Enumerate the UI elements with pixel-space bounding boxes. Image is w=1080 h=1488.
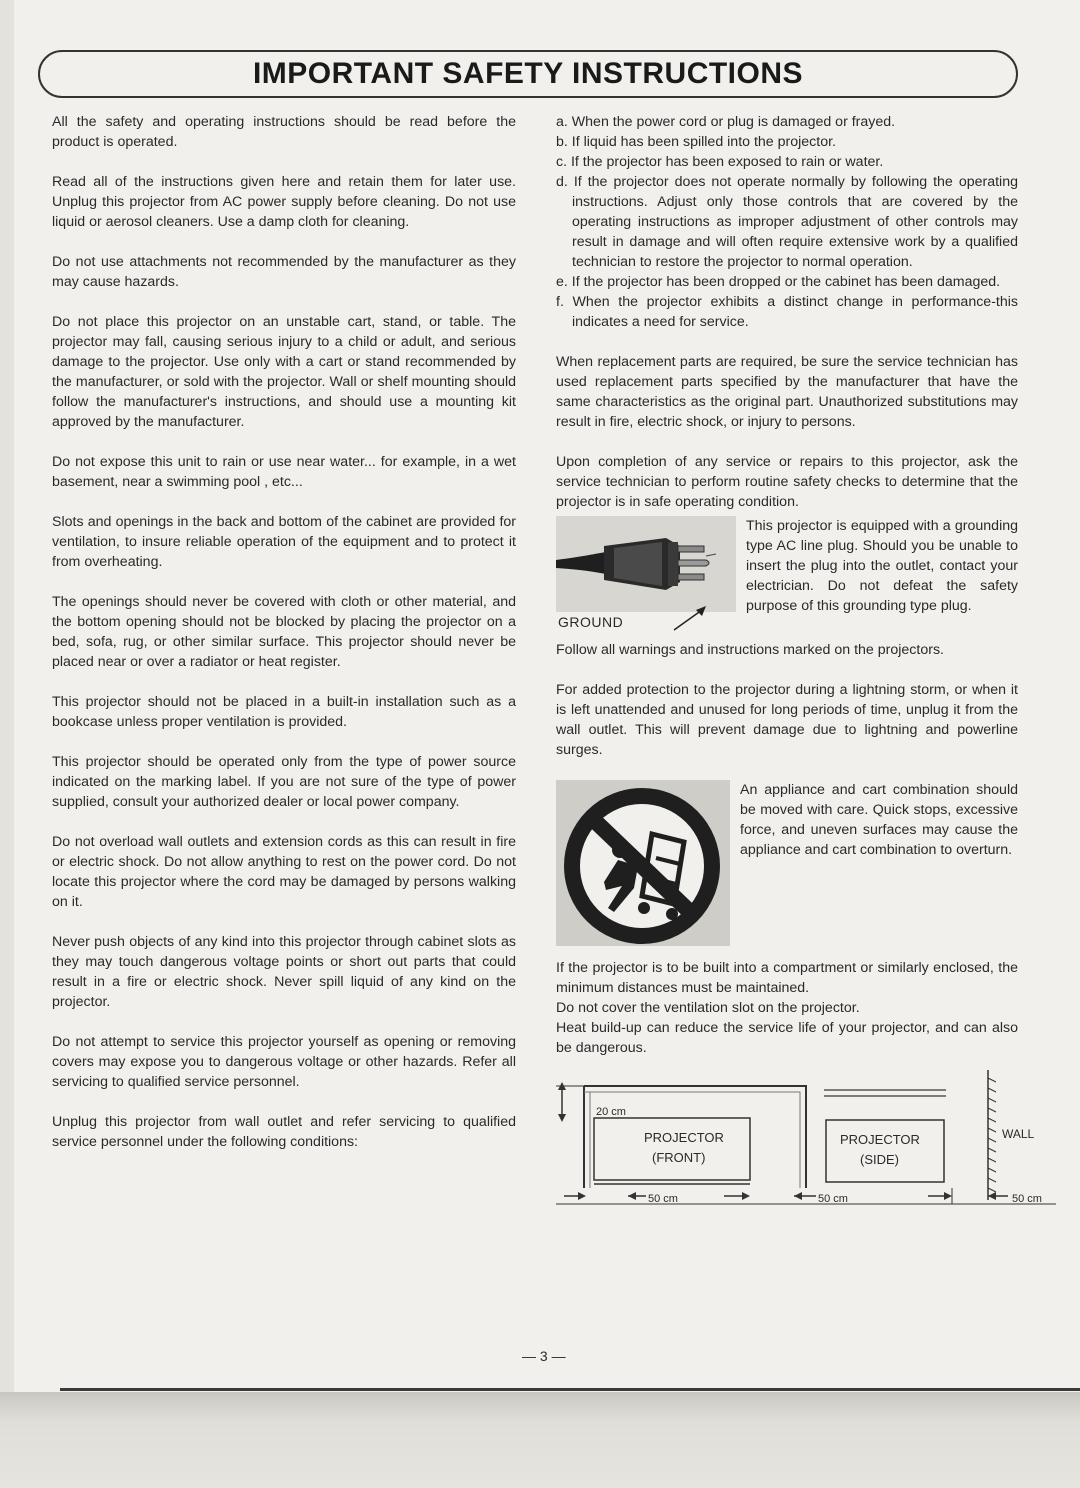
list-item: b. If liquid has been spilled into the projector.: [556, 134, 836, 150]
paragraph: If the projector is to be built into a compartment or similarly enclosed, the minimum distances must be maintained.: [556, 960, 1018, 996]
page-edge-shadow: [0, 1392, 1080, 1488]
clearance-diagram: [556, 1068, 1056, 1218]
paragraph: Never push objects of any kind into this projector through cabinet slots as they may touch dangerous voltage points or short out parts that could result in a fire or electric shock. Never spill liquid of any kind on the projector.: [52, 934, 516, 1010]
paragraph: Follow all warnings and instructions marked on the projectors.: [556, 642, 944, 658]
list-item: d. If the projector does not operate normally by following the operating instructions. Adjust only those controls that are covered by the operating instructions as improper adjustment of other controls may result in damage and will often require extensive work by a qualified technician to restore the projector to normal operation.: [556, 174, 1018, 270]
cart-warning-figure: [556, 780, 730, 946]
left-column: [52, 112, 516, 1172]
bottom-rule: [60, 1388, 1080, 1391]
service-conditions-list: [556, 112, 1018, 332]
cart-section: [556, 780, 1018, 946]
plug-icon: [556, 516, 736, 612]
list-item: f. When the projector exhibits a distinct change in performance-this indicates a need for service.: [556, 294, 1018, 330]
paragraph: This projector should be operated only from the type of power source indicated on the marking label. If you are not sure of the type of power supplied, consult your authorized dealer or local power company.: [52, 754, 516, 810]
paragraph: This projector should not be placed in a built-in installation such as a bookcase unless proper ventilation is provided.: [52, 694, 516, 730]
paragraph: Do not overload wall outlets and extension cords as this can result in fire or electric shock. Do not allow anything to rest on the power cord. Do not locate this projector where the cord may be damaged by persons walking on it.: [52, 834, 516, 910]
grounding-plug-figure: [556, 516, 736, 636]
gap-label: 50 cm: [1012, 1193, 1042, 1205]
title-banner: [38, 50, 1018, 98]
ventilation-section: [556, 958, 1018, 1058]
paragraph: Read all of the instructions given here and retain them for later use. Unplug this projector from AC power supply before cleaning. Do not use liquid or aerosol cleaners. Use a damp cloth for cleaning.: [52, 174, 516, 230]
paragraph: Do not use attachments not recommended by the manufacturer as they may cause hazards.: [52, 254, 516, 290]
no-cart-tip-icon: [556, 780, 730, 946]
page-number: — 3 —: [522, 1348, 566, 1364]
list-item: e. If the projector has been dropped or the cabinet has been damaged.: [556, 274, 1001, 290]
paragraph: All the safety and operating instructions should be read before the product is operated.: [52, 114, 516, 150]
page-title: IMPORTANT SAFETY INSTRUCTIONS: [252, 57, 804, 90]
paragraph: Do not place this projector on an unstable cart, stand, or table. The projector may fall, causing serious injury to a child or adult, and serious damage to the projector. Use only with a cart or stand recommended by the manufacturer, or sold with the projector. Wall or shelf mounting should follow the manufacturer's instructions, and should use a mounting kit approved by the manufacturer.: [52, 314, 516, 430]
paragraph: The openings should never be covered with cloth or other material, and the bottom opening should not be blocked by placing the projector on a bed, sofa, rug, or other similar surface. This projector should never be placed near or over a radiator or heat register.: [52, 594, 516, 670]
gap-label: 50 cm: [818, 1193, 848, 1205]
list-item: a. When the power cord or plug is damaged or frayed.: [556, 114, 896, 130]
front-sublabel: (FRONT): [652, 1150, 706, 1165]
wall-label: WALL: [1002, 1127, 1035, 1141]
paragraph: Slots and openings in the back and bottom of the cabinet are provided for ventilation, to insure reliable operation of the equipment and to protect it from overheating.: [52, 514, 516, 570]
arrow-icon: [670, 604, 710, 634]
clearance-diagram-lines: [556, 1068, 1056, 1218]
front-label: PROJECTOR: [644, 1130, 724, 1145]
ground-label: GROUND: [558, 614, 624, 630]
grounding-text: This projector is equipped with a grounding type AC line plug. Should you be unable to insert the plug into the outlet, contact your electrician. Do not defeat the safety purpose of this grounding type plug.: [746, 518, 1018, 614]
list-item: c. If the projector has been exposed to rain or water.: [556, 154, 884, 170]
paragraph: Do not attempt to service this projector yourself as opening or removing covers may expose you to dangerous voltage or other hazards. Refer all servicing to qualified service personnel.: [52, 1034, 516, 1090]
paragraph: Heat build-up can reduce the service life of your projector, and can also be dangerous.: [556, 1020, 1018, 1056]
side-label: PROJECTOR: [840, 1132, 920, 1147]
right-column: [556, 112, 1042, 1218]
side-sublabel: (SIDE): [860, 1152, 899, 1167]
paragraph: When replacement parts are required, be sure the service technician has used replacement parts specified by the manufacturer that have the same characteristics as the original part. Unauthorized substitutions may result in fire, electric shock, or injury to persons.: [556, 354, 1018, 430]
paragraph: Do not expose this unit to rain or use near water... for example, in a wet basement, near a swimming pool , etc...: [52, 454, 516, 490]
top-gap-label: 20 cm: [596, 1106, 626, 1118]
cart-warning-text: An appliance and cart combination should be moved with care. Quick stops, excessive force, and uneven surfaces may cause the appliance and cart combination to overturn.: [740, 782, 1018, 858]
paragraph: Do not cover the ventilation slot on the projector.: [556, 1000, 860, 1016]
paragraph: Unplug this projector from wall outlet and refer servicing to qualified service personnel under the following conditions:: [52, 1114, 516, 1150]
paragraph: For added protection to the projector during a lightning storm, or when it is left unattended and unused for long periods of time, unplug it from the wall outlet. This will prevent damage due to lightning and powerline surges.: [556, 682, 1018, 758]
paragraph: Upon completion of any service or repairs to this projector, ask the service technician to perform routine safety checks to determine that the projector is in safe operating condition.: [556, 454, 1018, 510]
gap-label: 50 cm: [648, 1193, 678, 1205]
grounding-section: [556, 516, 1018, 636]
